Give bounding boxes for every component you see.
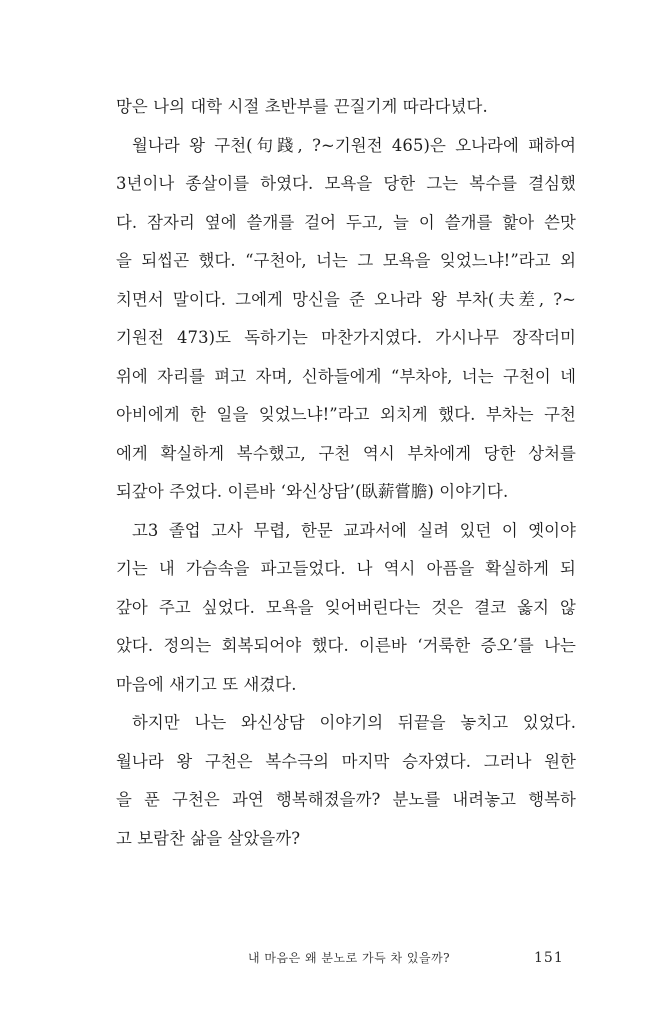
text-line: 월나라 왕 구천은 복수극의 마지막 승자였다. 그러나 원한 xyxy=(116,751,576,771)
text-line: 월나라 왕 구천(句踐, ?~기원전 465)은 오나라에 패하여 xyxy=(132,135,576,155)
text-line: 망은 나의 대학 시절 초반부를 끈질기게 따라다녔다. xyxy=(116,97,488,116)
text-line: 기원전 473)도 독하기는 마찬가지였다. 가시나무 장작더미 xyxy=(116,328,576,347)
text-line: 기는 내 가슴속을 파고들었다. 나 역시 아픔을 확실하게 되 xyxy=(116,559,576,578)
text-line: 하지만 나는 와신상담 이야기의 뒤끝을 놓치고 있었다. xyxy=(132,713,576,732)
text-line: 마음에 새기고 또 새겼다. xyxy=(116,674,297,694)
text-line: 갚아 주고 싶었다. 모욕을 잊어버린다는 것은 결코 옳지 않 xyxy=(116,597,576,617)
text-line: 고 보람찬 삶을 살았을까? xyxy=(116,828,301,848)
text-line: 되갚아 주었다. 이른바 ‘와신상담’(臥薪嘗膽) 이야기다. xyxy=(116,482,509,501)
text-line: 에게 확실하게 복수했고, 구천 역시 부차에게 당한 상처를 xyxy=(116,443,576,463)
running-footer-title: 내 마음은 왜 분노로 가득 차 있을까? xyxy=(248,951,451,965)
text-line: 을 되씹곤 했다. “구천아, 너는 그 모욕을 잊었느냐!”라고 외 xyxy=(116,251,576,270)
page-number: 151 xyxy=(534,950,564,966)
text-line: 치면서 말이다. 그에게 망신을 준 오나라 왕 부차(夫差, ?~ xyxy=(116,289,576,309)
page-footer xyxy=(0,946,655,970)
text-line: 3년이나 종살이를 하였다. 모욕을 당한 그는 복수를 결심했 xyxy=(116,174,576,193)
text-line: 위에 자리를 펴고 자며, 신하들에게 “부차야, 너는 구천이 네 xyxy=(116,366,576,386)
text-line: 고3 졸업 고사 무렵, 한문 교과서에 실려 있던 이 옛이야 xyxy=(132,520,576,540)
text-line: 을 푼 구천은 과연 행복해졌을까? 분노를 내려놓고 행복하 xyxy=(116,790,576,809)
text-line: 아비에게 한 일을 잊었느냐!”라고 외치게 했다. 부차는 구천 xyxy=(116,405,576,424)
text-line: 았다. 정의는 회복되어야 했다. 이른바 ‘거룩한 증오’를 나는 xyxy=(116,636,576,655)
text-line: 다. 잠자리 옆에 쓸개를 걸어 두고, 늘 이 쓸개를 핥아 쓴맛 xyxy=(116,212,576,232)
body-text xyxy=(116,88,576,858)
